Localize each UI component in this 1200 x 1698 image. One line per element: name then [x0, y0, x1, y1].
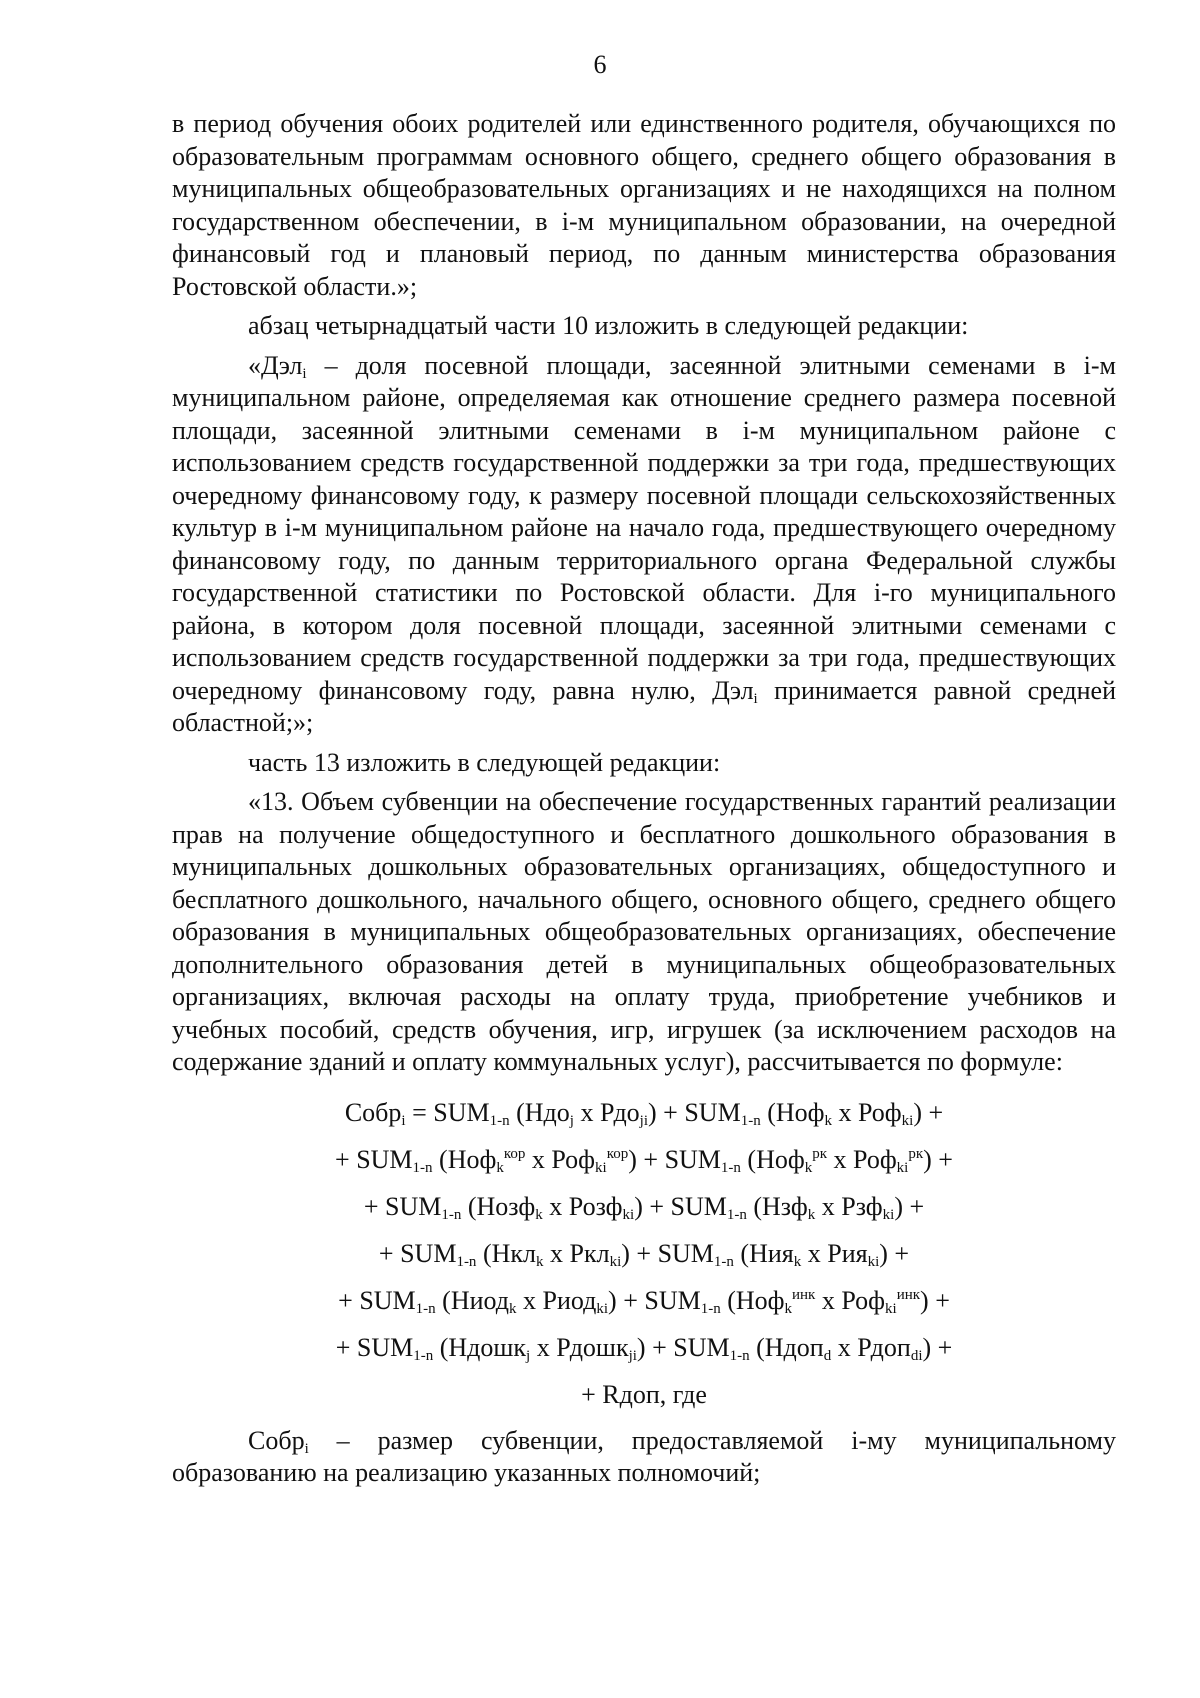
- formula-line-4: + $SUM_{1-n}$ (Нкл$_k$ х $Ркл_{ki}) + SUM_{1-n}$ (Ния$_k$ х Рия$_{ki}$) +: [378, 1238, 910, 1270]
- formula-line-2: + $SUM_{1-n}$ (Ноф$_k^{кор}$ х $Роф_{ki}^{кор}) + SUM_{1-n}$ (Ноф$_k^{рк}$ х Роф$_{ki}^{рк}$) +: [335, 1144, 953, 1176]
- paragraph-continuation: в период обучения обоих родителей или единственного родителя, обучающихся по образовательным программам основного общего, среднего общего образования в муниципальных общеобразовательных организациях и не находящихся на полном государственном обеспечении, в i-м муниципальном образовании, на очередной финансовый год и плановый период, по данным министерства образования Ростовской области.»;: [172, 109, 1116, 301]
- formula-line-5: + $SUM_{1-n}$ (Ниод$_k$ х Риод$_{ki}$) + $SUM_{1-n}$ (Ноф$_k^{инк}$ х Роф$_{ki}^{инк}$) +: [338, 1285, 950, 1317]
- paragraph-sobr-definition: Собр$_i$ – размер субвенции, предоставляемой i-му муниципальному образованию на реализацию указанных полномочий;: [172, 1425, 1116, 1487]
- page-number: 6: [593, 50, 607, 79]
- formula-line-1: Собр$_i$ = $SUM_{1-n}$ (Ндо$_j$ х $Рдо_{ji}) + SUM_{1-n}$ (Ноф$_k$ х Роф$_{ki}$) +: [344, 1097, 944, 1129]
- subvention-formula: [172, 1089, 1116, 1418]
- formula-line-7: + Rдоп, где: [581, 1379, 707, 1409]
- document-body: [172, 108, 1116, 1490]
- paragraph-amendment-13: часть 13 изложить в следующей редакции:: [248, 747, 721, 777]
- paragraph-part-13: «13. Объем субвенции на обеспечение государственных гарантий реализации прав на получение общедоступного и бесплатного дошкольного образования в муниципальных дошкольных образовательных организациях, общедоступного и бесплатного дошкольного, начального общего, основного общего, среднего общего образования в муниципальных общеобразовательных организациях, обеспечение дополнительного образования детей в муниципальных общеобразовательных организациях, включая расходы на оплату труда, приобретение учебников и учебных пособий, средств обучения, игр, игрушек (за исключением расходов на содержание зданий и оплату коммунальных услуг), рассчитывается по формуле:: [172, 787, 1116, 1076]
- formula-line-6: + $SUM_{1-n}$ (Ндошк$_j$ х Рдошк$_{ji}$) + $SUM_{1-n}$ (Ндоп$_d$ х Рдоп$_{di}$) +: [335, 1332, 953, 1364]
- paragraph-del-definition: «Дэл$_i$ – доля посевной площади, засеянной элитными семенами в i-м муниципальном районе, определяемая как отношение среднего размера посевной площади, засеянной элитными семенами в i-м муниципальном районе с использованием средств государственной поддержки за три года, предшествующих очередному финансовому году, к размеру посевной площади сельскохозяйственных культур в i-м муниципальном районе на начало года, предшествующего очередному финансовому году, по данным территориального органа Федеральной службы государственной статистики по Ростовской области. Для i-го муниципального района, в котором доля посевной площади, засеянной элитными семенами с использованием средств государственной поддержки за три года, предшествующих очередному финансовому году, равна нулю, Дэл$_i$ принимается равной средней областной;»;: [172, 350, 1116, 737]
- paragraph-amendment-10: абзац четырнадцатый части 10 изложить в следующей редакции:: [248, 311, 969, 340]
- formula-line-3: + $SUM_{1-n}$ (Нозф$_k$ х Розф$_{ki}$) + $SUM_{1-n}$ (Нзф$_k$ х Рзф$_{ki}$) +: [363, 1191, 925, 1223]
